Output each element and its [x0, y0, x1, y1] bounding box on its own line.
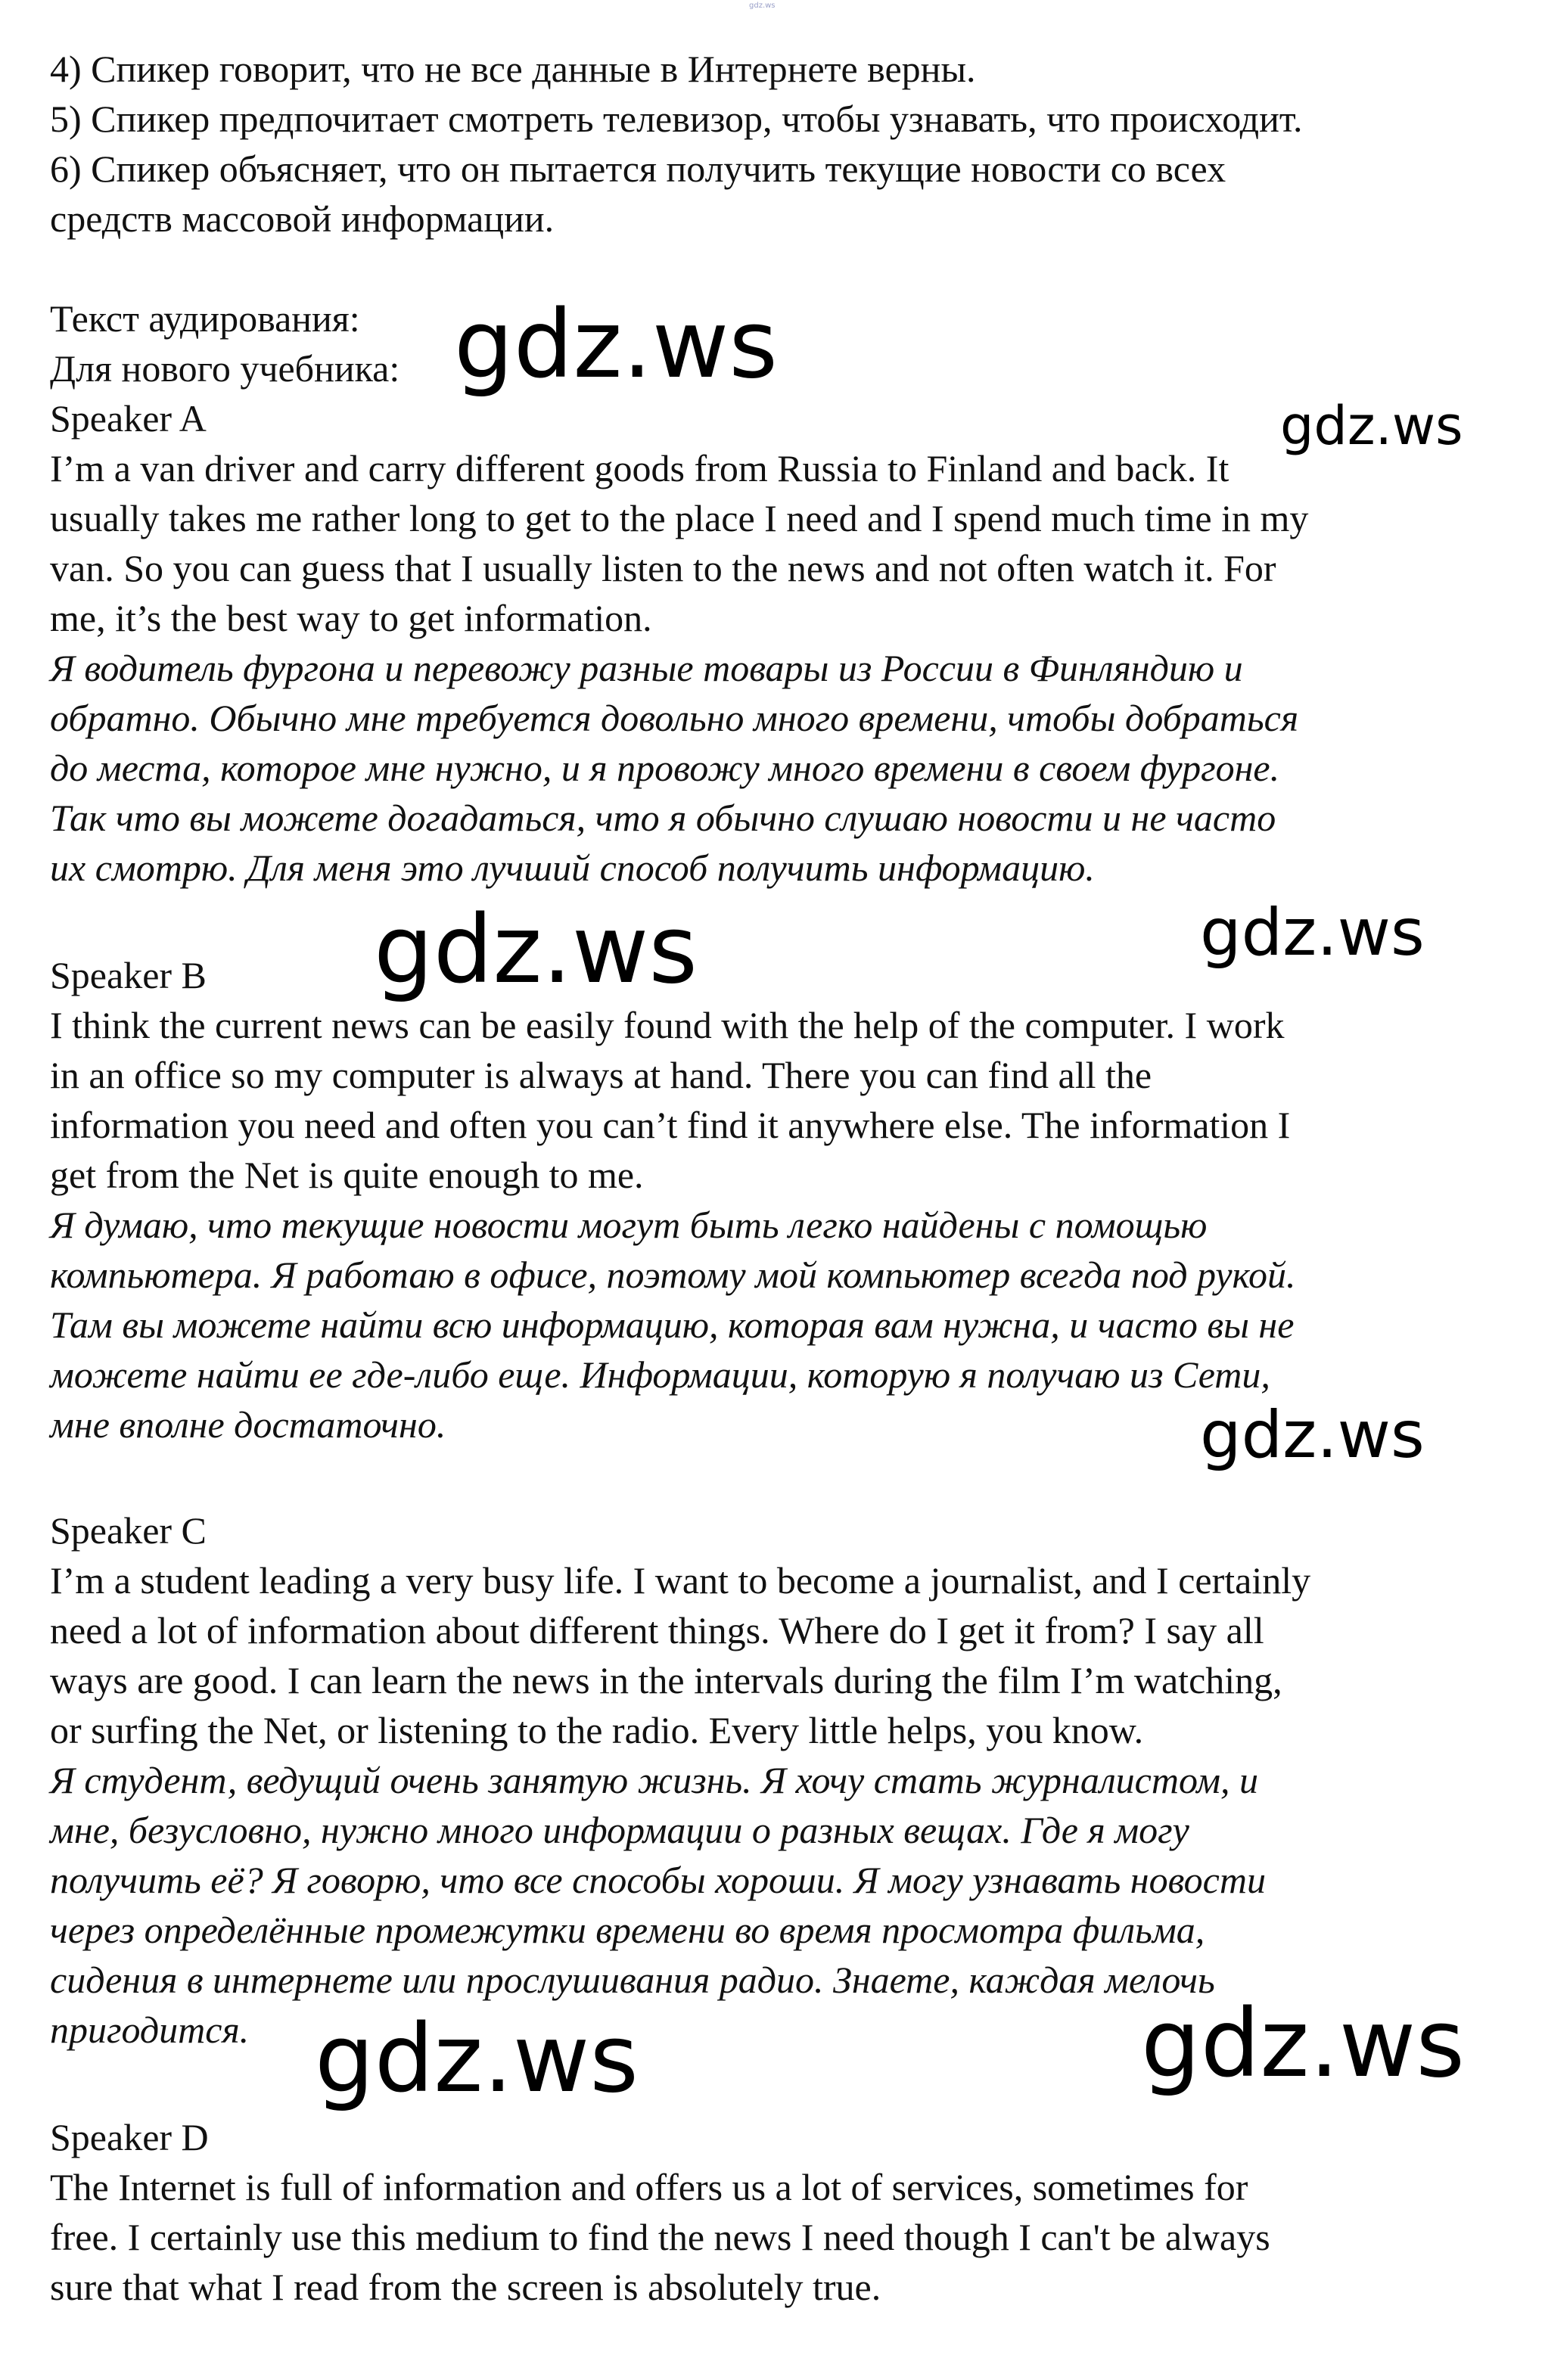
speaker-a-translation: Так что вы можете догадаться, что я обычно слушаю новости и не часто — [50, 797, 1276, 839]
speaker-a-text: van. So you can guess that I usually listen to the news and not often watch it. For — [50, 547, 1276, 589]
top-watermark: gdz.ws — [749, 2, 776, 10]
watermark: gdz.ws — [1200, 1397, 1425, 1473]
speaker-d-text: The Internet is full of information and offers us a lot of services, sometimes for — [50, 2166, 1248, 2208]
speaker-b-text: get from the Net is quite enough to me. — [50, 1154, 644, 1196]
speaker-c-text: need a lot of information about different things. Where do I get it from? I say all — [50, 1609, 1264, 1651]
speaker-a-label: Speaker A — [50, 397, 207, 440]
statement-4: 4) Спикер говорит, что не все данные в Интернете верны. — [50, 48, 976, 90]
speaker-a-translation: обратно. Обычно мне требуется довольно много времени, чтобы добраться — [50, 697, 1299, 739]
speaker-a-translation: Я водитель фургона и перевожу разные товары из России в Финляндию и — [50, 647, 1243, 689]
watermark: gdz.ws — [315, 2005, 639, 2114]
speaker-b-translation: компьютера. Я работаю в офисе, поэтому мой компьютер всегда под рукой. — [50, 1254, 1296, 1296]
speaker-a-translation: их смотрю. Для меня это лучший способ получить информацию. — [50, 847, 1095, 889]
speaker-a-text: usually takes me rather long to get to the place I need and I spend much time in my — [50, 497, 1309, 539]
speaker-c-translation: пригодится. — [50, 2009, 250, 2051]
new-textbook-heading: Для нового учебника: — [50, 347, 400, 390]
speaker-c-translation: сидения в интернете или прослушивания радио. Знаете, каждая мелочь — [50, 1959, 1215, 2001]
speaker-b-text: I think the current news can be easily found with the help of the computer. I work — [50, 1004, 1285, 1046]
speaker-d-text: free. I certainly use this medium to find the news I need though I can't be always — [50, 2216, 1270, 2258]
statement-6-cont: средств массовой информации. — [50, 197, 555, 240]
speaker-b-translation: можете найти ее где-либо еще. Информации, которую я получаю из Сети, — [50, 1353, 1270, 1396]
speaker-a-text: me, it’s the best way to get information. — [50, 597, 652, 639]
speaker-b-translation: мне вполне достаточно. — [50, 1403, 446, 1446]
speaker-d-text: sure that what I read from the screen is absolutely true. — [50, 2266, 881, 2308]
statement-5: 5) Спикер предпочитает смотреть телевизор, чтобы узнавать, что происходит. — [50, 98, 1303, 140]
speaker-d-label: Speaker D — [50, 2116, 209, 2158]
speaker-c-translation: через определённые промежутки времени во время просмотра фильма, — [50, 1909, 1205, 1951]
speaker-a-translation: до места, которое мне нужно, и я провожу много времени в своем фургоне. — [50, 747, 1280, 789]
watermark: gdz.ws — [1200, 895, 1425, 971]
speaker-c-text: or surfing the Net, or listening to the radio. Every little helps, you know. — [50, 1709, 1144, 1751]
speaker-c-translation: Я студент, ведущий очень занятую жизнь. Я хочу стать журналистом, и — [50, 1759, 1258, 1801]
speaker-b-text: in an office so my computer is always at hand. There you can find all the — [50, 1054, 1152, 1096]
statement-6: 6) Спикер объясняет, что он пытается получить текущие новости со всех — [50, 148, 1226, 190]
speaker-c-translation: получить её? Я говорю, что все способы хороши. Я могу узнавать новости — [50, 1859, 1266, 1901]
speaker-b-text: information you need and often you can’t find it anywhere else. The information I — [50, 1104, 1291, 1146]
watermark: gdz.ws — [454, 291, 778, 399]
speaker-c-translation: мне, безусловно, нужно много информации о разных вещах. Где я могу — [50, 1809, 1189, 1851]
listening-text-heading: Текст аудирования: — [50, 297, 360, 340]
speaker-c-text: I’m a student leading a very busy life. I want to become a journalist, and I certainly — [50, 1559, 1311, 1602]
speaker-b-translation: Там вы можете найти всю информацию, которая вам нужна, и часто вы не — [50, 1303, 1295, 1346]
speaker-c-label: Speaker C — [50, 1509, 207, 1552]
watermark: gdz.ws — [374, 896, 698, 1005]
watermark: gdz.ws — [1141, 1990, 1465, 2099]
speaker-a-text: I’m a van driver and carry different goods from Russia to Finland and back. It — [50, 447, 1229, 489]
watermark: gdz.ws — [1280, 395, 1463, 457]
speaker-b-label: Speaker B — [50, 954, 207, 996]
speaker-c-text: ways are good. I can learn the news in the intervals during the film I’m watching, — [50, 1659, 1282, 1701]
speaker-b-translation: Я думаю, что текущие новости могут быть легко найдены с помощью — [50, 1204, 1208, 1246]
